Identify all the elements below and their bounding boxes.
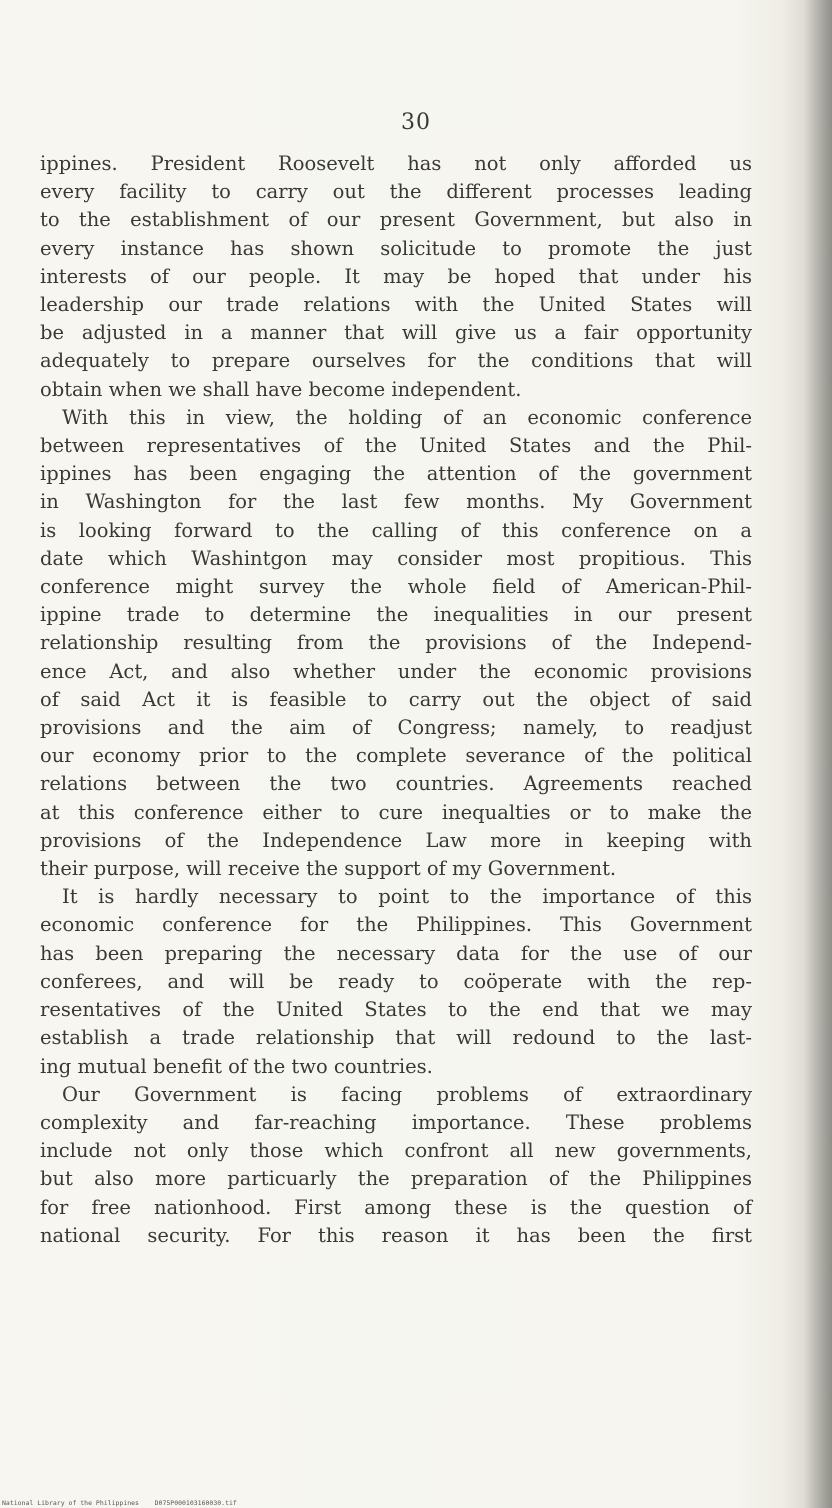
text-line: be adjusted in a manner that will give us a fair opportunity bbox=[40, 321, 752, 345]
text-line: in Washington for the last few months. My Government bbox=[40, 490, 752, 514]
text-line: ippines has been engaging the attention of the government bbox=[40, 462, 752, 486]
text-line: adequately to prepare ourselves for the conditions that will bbox=[40, 349, 752, 373]
text-line: Our Government is facing problems of extraordinary bbox=[62, 1082, 752, 1106]
text-line: of said Act it is feasible to carry out the object of said bbox=[40, 687, 752, 711]
text-line: complexity and far-reaching importance. These problems bbox=[40, 1110, 752, 1134]
text-line: between representatives of the United States and the Phil- bbox=[40, 434, 752, 458]
text-line: It is hardly necessary to point to the importance of this bbox=[62, 885, 752, 909]
page-number: 30 bbox=[401, 110, 431, 135]
paragraph-2 bbox=[40, 404, 752, 883]
text-line: establish a trade relationship that will redound to the last- bbox=[40, 1026, 752, 1050]
text-line: With this in view, the holding of an economic conference bbox=[62, 405, 752, 429]
text-line: ence Act, and also whether under the economic provisions bbox=[40, 659, 752, 683]
text-line: conference might survey the whole field of American-Phil- bbox=[40, 575, 752, 599]
text-line: resentatives of the United States to the end that we may bbox=[40, 998, 752, 1022]
binding-edge-shadow bbox=[804, 0, 832, 1508]
text-line: at this conference either to cure inequalties or to make the bbox=[40, 800, 752, 824]
text-line: for free nationhood. First among these is the question of bbox=[40, 1195, 752, 1219]
paragraph-3 bbox=[40, 883, 752, 1080]
text-line: relations between the two countries. Agreements reached bbox=[40, 772, 752, 796]
body-text bbox=[40, 150, 752, 1250]
text-line: ing mutual benefit of the two countries. bbox=[40, 1054, 433, 1078]
text-line: provisions and the aim of Congress; namely, to readjust bbox=[40, 716, 752, 740]
text-line: every facility to carry out the different processes leading bbox=[40, 180, 752, 204]
text-line: national security. For this reason it has been the first bbox=[40, 1223, 752, 1247]
text-line: to the establishment of our present Government, but also in bbox=[40, 208, 752, 232]
text-line: but also more particuarly the preparation of the Philippines bbox=[40, 1167, 752, 1191]
text-line: relationship resulting from the provisions of the Independ- bbox=[40, 631, 752, 655]
text-line: every instance has shown solicitude to promote the just bbox=[40, 236, 752, 260]
paragraph-4 bbox=[40, 1081, 752, 1250]
text-line: our economy prior to the complete severance of the political bbox=[40, 744, 752, 768]
text-line: has been preparing the necessary data for the use of our bbox=[40, 941, 752, 965]
text-line: date which Washintgon may consider most propitious. This bbox=[40, 546, 752, 570]
text-line: include not only those which confront all new governments, bbox=[40, 1139, 752, 1163]
text-line: leadership our trade relations with the United States will bbox=[40, 293, 752, 317]
text-line: interests of our people. It may be hoped that under his bbox=[40, 264, 752, 288]
footer-library: National Library of the Philippines bbox=[2, 1499, 139, 1507]
text-line: provisions of the Independence Law more in keeping with bbox=[40, 828, 752, 852]
text-line: ippines. President Roosevelt has not only afforded us bbox=[40, 152, 752, 175]
text-line: ippine trade to determine the inequalities in our present bbox=[40, 603, 752, 627]
text-line: economic conference for the Philippines. This Government bbox=[40, 913, 752, 937]
scan-footer bbox=[2, 1499, 237, 1507]
text-line: obtain when we shall have become independent. bbox=[40, 377, 522, 401]
paragraph-1 bbox=[40, 150, 752, 404]
text-line: is looking forward to the calling of this conference on a bbox=[40, 518, 752, 542]
text-line: their purpose, will receive the support of my Government. bbox=[40, 857, 617, 881]
text-line: conferees, and will be ready to coöperate with the rep- bbox=[40, 969, 752, 993]
footer-file: D075P000103160030.tif bbox=[154, 1499, 237, 1507]
